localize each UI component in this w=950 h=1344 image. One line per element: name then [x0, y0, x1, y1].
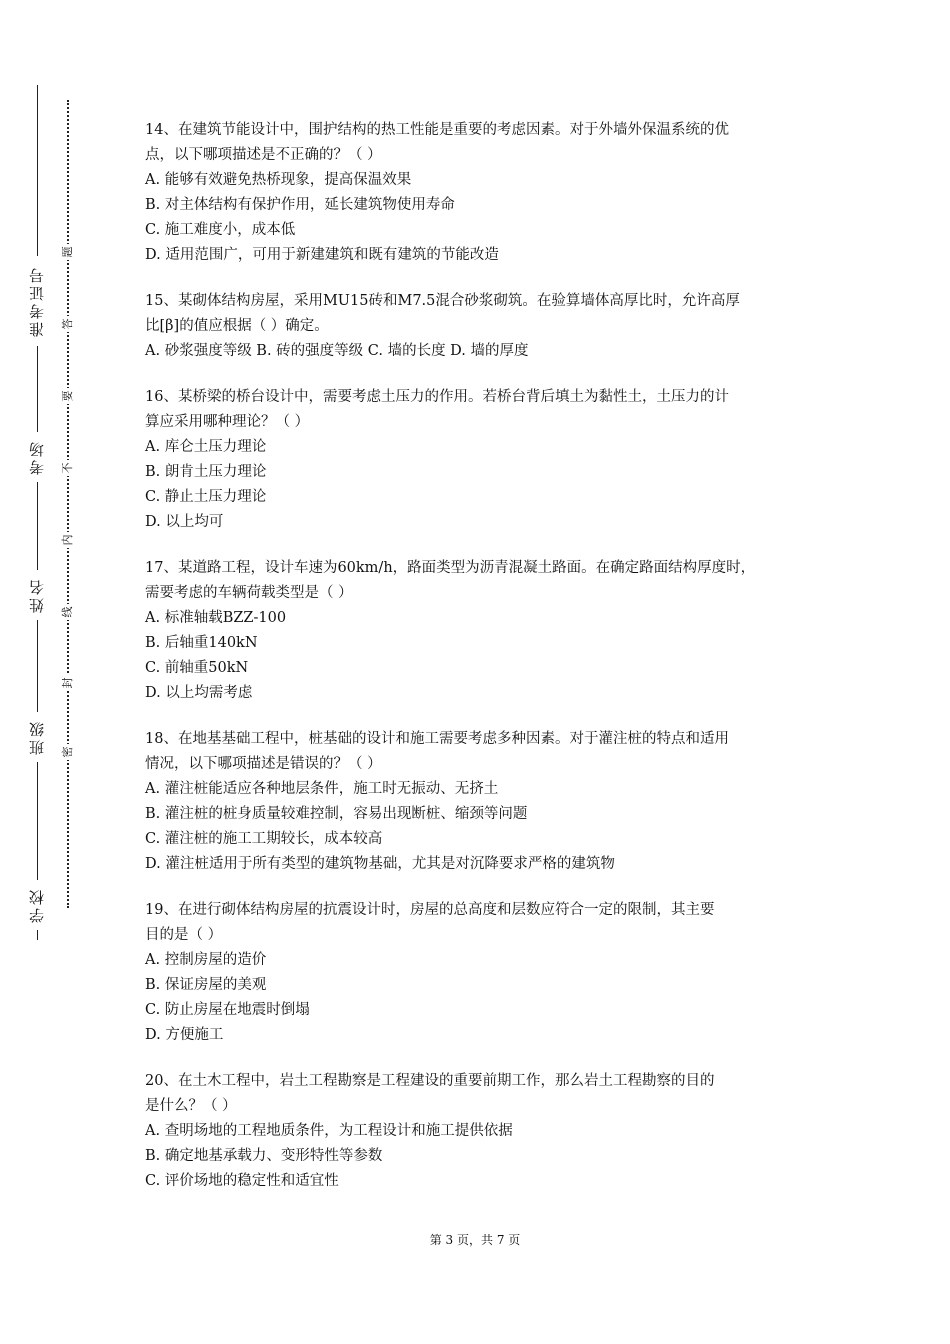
option-c: C. 评价场地的稳定性和适宜性 [145, 1173, 339, 1189]
question-stem: 点，以下哪项描述是不正确的？（ ） [145, 147, 382, 163]
question-stem: 14、在建筑节能设计中，围护结构的热工性能是重要的考虑因素。对于外墙外保温系统的优 [145, 122, 729, 138]
seal-char: 题 [61, 244, 75, 260]
question-stem: 算应采用哪种理论？（ ） [145, 414, 310, 430]
question-20 [145, 1069, 825, 1194]
question-stem: 18、在地基基础工程中，桩基础的设计和施工需要考虑多种因素。对于灌注桩的特点和适用 [145, 731, 729, 747]
question-14 [145, 118, 825, 268]
question-19 [145, 898, 825, 1048]
question-stem: 16、某桥梁的桥台设计中，需要考虑土压力的作用。若桥台背后填土为黏性土，土压力的计 [145, 389, 729, 405]
option-b: B. 灌注桩的桩身质量较难控制，容易出现断桩、缩颈等问题 [145, 806, 528, 822]
option-d: D. 适用范围广，可用于新建建筑和既有建筑的节能改造 [145, 247, 499, 263]
binding-solid-line [37, 85, 38, 940]
school-field-label: 学校 [20, 880, 54, 930]
question-17 [145, 556, 825, 706]
seal-char: 答 [61, 316, 75, 332]
name-field-label: 姓名 [20, 570, 54, 620]
option-c: C. 防止房屋在地震时倒塌 [145, 1002, 310, 1018]
question-stem: 15、某砌体结构房屋，采用MU15砖和M7.5混合砂浆砌筑。在验算墙体高厚比时，允许高厚 [145, 293, 740, 309]
option-a: A. 灌注桩能适应各种地层条件，施工时无振动、无挤土 [145, 781, 499, 797]
option-d: D. 灌注桩适用于所有类型的建筑物基础，尤其是对沉降要求严格的建筑物 [145, 856, 615, 872]
option-d: D. 方便施工 [145, 1027, 224, 1043]
option-b: B. 确定地基承载力、变形特性等参数 [145, 1148, 383, 1164]
class-field-label: 班级 [20, 712, 54, 762]
option-c: C. 静止土压力理论 [145, 489, 267, 505]
question-stem: 19、在进行砌体结构房屋的抗震设计时，房屋的总高度和层数应符合一定的限制，其主要 [145, 902, 715, 918]
question-18 [145, 727, 825, 877]
option-a: A. 查明场地的工程地质条件，为工程设计和施工提供依据 [145, 1123, 513, 1139]
option-a: A. 标准轴载BZZ-100 [145, 610, 287, 626]
question-stem: 比[β]的值应根据（ ）确定。 [145, 318, 329, 334]
exam-room-field-label: 考场 [20, 432, 54, 482]
option-d: D. 以上均可 [145, 514, 224, 530]
question-16 [145, 385, 825, 535]
option-c: C. 灌注桩的施工工期较长，成本较高 [145, 831, 383, 847]
option-b: B. 保证房屋的美观 [145, 977, 267, 993]
seal-char: 内 [61, 532, 75, 548]
option-c: C. 前轴重50kN [145, 660, 249, 676]
question-stem: 情况，以下哪项描述是错误的？（ ） [145, 756, 382, 772]
seal-char: 线 [61, 604, 75, 620]
question-15 [145, 289, 825, 364]
option-c: C. 施工难度小，成本低 [145, 222, 296, 238]
option-a: A. 库仑土压力理论 [145, 439, 267, 455]
seal-char: 不 [61, 460, 75, 476]
option-a: A. 能够有效避免热桥现象，提高保温效果 [145, 172, 412, 188]
binding-strip [0, 0, 90, 1344]
option-b: B. 朗肯土压力理论 [145, 464, 267, 480]
question-stem: 是什么？（ ） [145, 1098, 237, 1114]
admission-number-field-label: 准考证号 [20, 256, 54, 346]
seal-char: 密 [61, 744, 75, 760]
option-row: A. 砂浆强度等级 B. 砖的强度等级 C. 墙的长度 D. 墙的厚度 [145, 343, 529, 359]
question-list [145, 118, 825, 1215]
page-number: 第 3 页，共 7 页 [429, 1233, 521, 1247]
option-b: B. 对主体结构有保护作用，延长建筑物使用寿命 [145, 197, 455, 213]
option-b: B. 后轴重140kN [145, 635, 258, 651]
seal-dotted-line [67, 100, 69, 908]
question-stem: 17、某道路工程，设计车速为60km/h，路面类型为沥青混凝土路面。在确定路面结构厚度时， [145, 560, 756, 576]
seal-char: 要 [61, 388, 75, 404]
question-stem: 目的是（ ） [145, 927, 223, 943]
option-a: A. 控制房屋的造价 [145, 952, 267, 968]
seal-char: 封 [61, 675, 75, 691]
option-d: D. 以上均需考虑 [145, 685, 253, 701]
question-stem: 需要考虑的车辆荷载类型是（ ） [145, 585, 353, 601]
question-stem: 20、在土木工程中，岩土工程勘察是工程建设的重要前期工作，那么岩土工程勘察的目的 [145, 1073, 715, 1089]
